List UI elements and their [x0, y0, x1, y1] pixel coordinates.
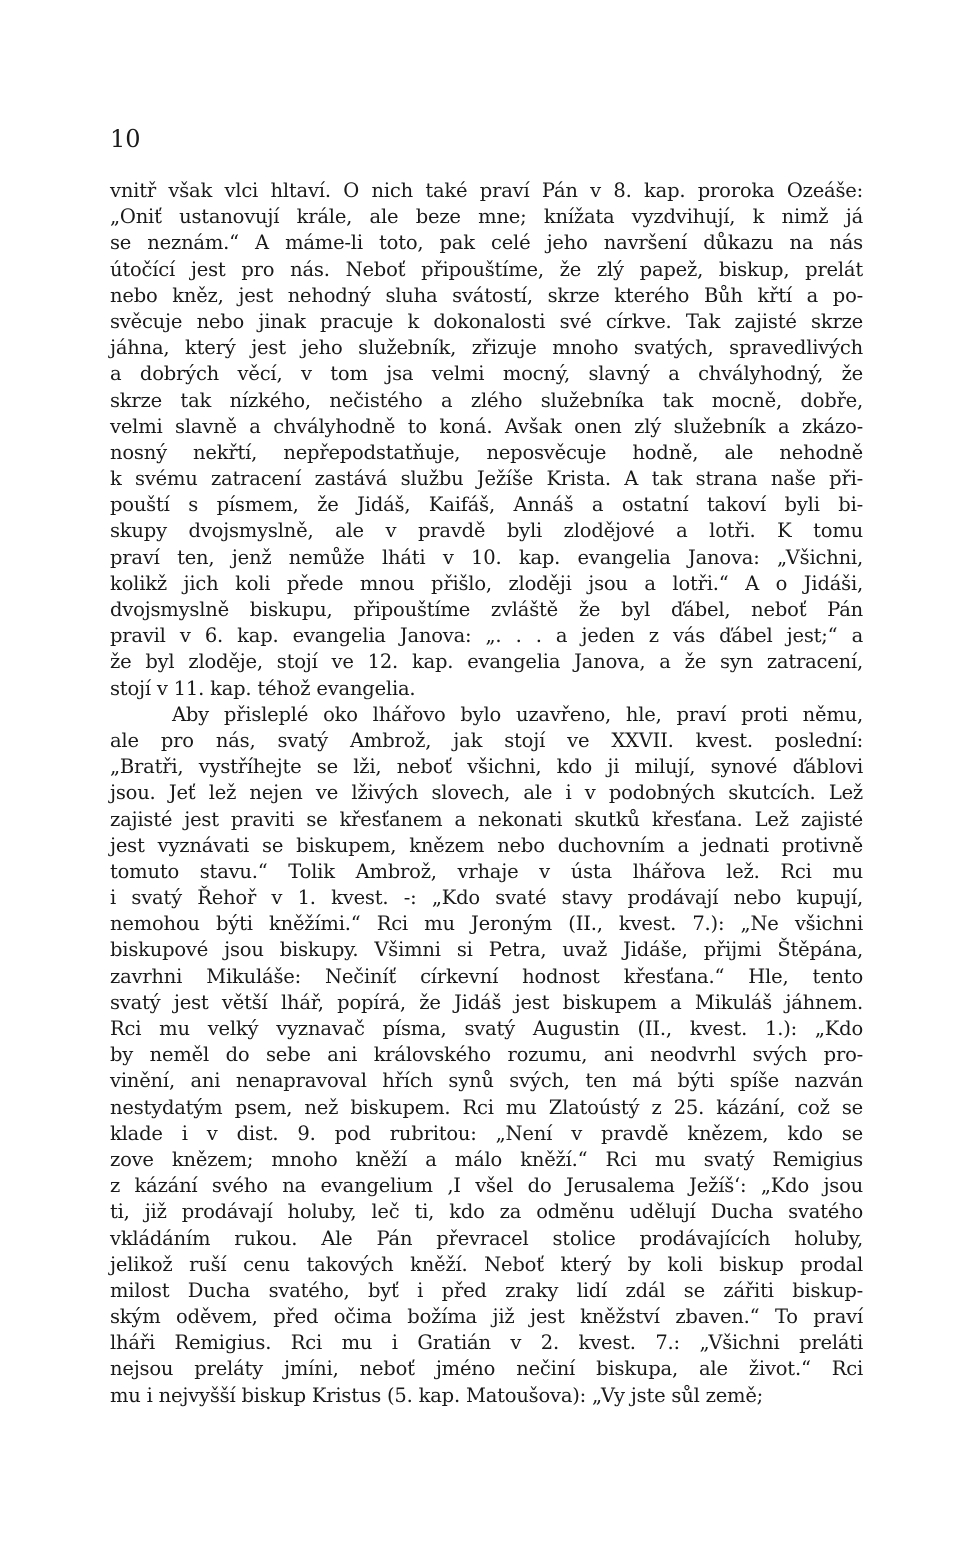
text-line: nemohou býti kněžími.“ Rci mu Jeroným (II., kvest. 7.): „Ne všichni	[110, 912, 863, 936]
text-line: jelikož ruší cenu takových kněží. Neboť který by koli biskup prodal	[110, 1252, 863, 1276]
text-line: stojí v 11. kap. téhož evangelia.	[110, 676, 416, 700]
text-line: zove knězem; mnoho kněží a málo kněží.“ Rci mu svatý Remigius	[110, 1147, 863, 1171]
text-line: by neměl do sebe ani královského rozumu, ani neodvrhl svých pro-	[110, 1043, 863, 1067]
text-line: nosný nekřtí, nepřepodstatňuje, neposvěcuje hodně, ale nehodně	[110, 440, 863, 464]
text-line: a dobrých věcí, v tom jsa velmi mocný, slavný a chvályhodný, že	[110, 362, 863, 386]
text-line: z kázání svého na evangelium ‚I všel do Jerusalema Ježíš‘: „Kdo jsou	[110, 1174, 863, 1198]
text-line: svěcuje nebo jinak pracuje k dokonalosti své církve. Tak zajisté skrze	[110, 309, 863, 333]
text-line: jest vyznávati se biskupem, knězem nebo duchovním a jednati protivně	[110, 833, 863, 857]
text-line: i svatý Řehoř v 1. kvest. -: „Kdo svaté stavy prodávají nebo kupují,	[110, 886, 863, 910]
text-line: Rci mu velký vyznavač písma, svatý Augustin (II., kvest. 1.): „Kdo	[110, 1017, 863, 1040]
text-line: mu i nejvyšší biskup Kristus (5. kap. Matoušova): „Vy jste sůl země;	[110, 1383, 764, 1407]
text-line: „Bratři, vystříhejte se lži, neboť všichni, kdo ji milují, synové ďáblovi	[110, 755, 863, 779]
text-line: pouští s písmem, že Jidáš, Kaifáš, Annáš a ostatní takoví byli bi-	[110, 493, 863, 517]
text-line: klade i v dist. 9. pod rubritou: „Není v pravdě knězem, kdo se	[110, 1121, 863, 1145]
text-line: zajisté jest praviti se křesťanem a nekonati skutků křesťana. Lež zajisté	[110, 807, 863, 831]
text-line: že byl zloděje, stojí ve 12. kap. evangelia Janova, a že syn zatracení,	[110, 650, 863, 674]
text-line: ti, již prodávají holuby, leč ti, kdo za odměnu udělují Ducha svatého	[110, 1200, 863, 1224]
text-line: zavrhni Mikuláše: Nečiníť církevní hodnost křesťana.“ Hle, tento	[110, 964, 863, 988]
text-line: lháři Remigius. Rci mu i Gratián v 2. kvest. 7.: „Všichni preláti	[110, 1331, 863, 1355]
text-line: nestydatým psem, než biskupem. Rci mu Zlatoústý z 25. kázání, což se	[110, 1095, 863, 1119]
text-line: nebo kněz, jest nehodný sluha svátostí, skrze kterého Bůh křtí a po-	[110, 283, 863, 307]
text-line: jsou. Jeť lež nejen ve lživých slovech, ale i v podobných skutcích. Lež	[110, 781, 863, 805]
text-line: vkládáním rukou. Ale Pán převracel stolice prodávajících holuby,	[110, 1226, 863, 1250]
text-line: jáhna, který jest jeho služebník, zřizuje mnoho svatých, spravedlivých	[110, 336, 863, 360]
text-line: nejsou preláty jmíni, neboť jméno nečiní biskupa, ale život.“ Rci	[110, 1357, 863, 1381]
text-line: skrze tak nízkého, nečistého a zlého služebníka tak mocně, dobře,	[110, 388, 863, 412]
body-text	[110, 178, 863, 1409]
text-line: Aby přisleplé oko lhářovo bylo uzavřeno, hle, praví proti němu,	[172, 702, 863, 726]
text-line: dvojsmyslně biskupu, připouštíme zvláště že byl ďábel, neboť Pán	[110, 598, 863, 621]
text-line: vnitř však vlci hltaví. O nich také praví Pán v 8. kap. proroka Ozeáše:	[110, 179, 863, 202]
text-line: milost Ducha svatého, byť i před zraky lidí zdál se zářiti biskup-	[110, 1278, 863, 1302]
text-line: kolikž jich koli přede mnou přišlo, zloději jsou a lotři.“ A o Jidáši,	[110, 571, 863, 595]
text-line: tomuto stavu.“ Tolik Ambrož, vrhaje v ústa lhářova lež. Rci mu	[110, 859, 863, 883]
page-number: 10	[110, 125, 141, 153]
text-line: k svému zatracení zastává službu Ježíše Krista. A tak strana naše při-	[110, 467, 863, 491]
text-line: se neznám.“ A máme-li toto, pak celé jeho navršení důkazu na nás	[110, 231, 863, 255]
text-line: biskupové jsou biskupy. Všimni si Petra, uvaž Jidáše, přijmi Štěpána,	[110, 938, 863, 962]
text-line: pravil v 6. kap. evangelia Janova: „. . . a jeden z vás ďábel jest;“ a	[110, 624, 863, 648]
text-line: ale pro nás, svatý Ambrož, jak stojí ve XXVII. kvest. poslední:	[110, 728, 863, 752]
text-line: ským oděvem, před očima božíma již jest kněžství zbaven.“ To praví	[110, 1305, 863, 1329]
text-line: praví ten, jenž nemůže lháti v 10. kap. evangelia Janova: „Všichni,	[110, 545, 863, 569]
text-line: velmi slavně a chvályhodně to koná. Avšak onen zlý služebník a zkázo-	[110, 414, 863, 438]
text-line: skupy dvojsmyslně, ale v pravdě byli zlodějové a lotři. K tomu	[110, 519, 863, 543]
text-line: svatý jest větší lhář, popírá, že Jidáš jest biskupem a Mikuláš jáhnem.	[110, 990, 863, 1014]
text-line: vinění, ani nenapravoval hřích synů svých, ten má býti spíše nazván	[110, 1069, 863, 1093]
text-line: útočící jest pro nás. Neboť připouštíme, že zlý papež, biskup, prelát	[110, 257, 863, 281]
text-line: „Oniť ustanovují krále, ale beze mne; knížata vyzdvihují, k nimž já	[110, 205, 863, 229]
